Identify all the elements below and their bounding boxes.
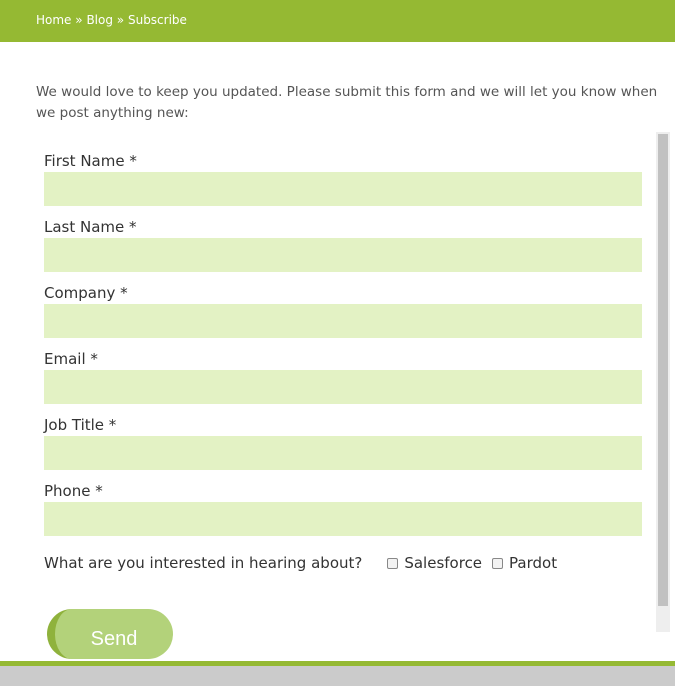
company-field xyxy=(44,282,642,338)
pardot-checkbox[interactable] xyxy=(492,558,503,569)
phone-field xyxy=(44,480,642,536)
intro-text: We would love to keep you updated. Please submit this form and we will let you know when we post anything new: xyxy=(36,84,658,121)
phone-label: Phone * xyxy=(44,482,103,500)
company-input[interactable] xyxy=(44,304,642,338)
breadcrumb-separator: » xyxy=(75,13,83,27)
interest-group xyxy=(44,552,557,574)
first-name-label: First Name * xyxy=(44,152,137,170)
top-bar xyxy=(0,0,675,42)
email-label: Email * xyxy=(44,350,98,368)
pardot-label[interactable]: Pardot xyxy=(509,554,558,572)
first-name-input[interactable] xyxy=(44,172,642,206)
breadcrumb xyxy=(36,13,187,27)
company-label: Company * xyxy=(44,284,128,302)
email-field xyxy=(44,348,642,404)
job-title-field xyxy=(44,414,642,470)
breadcrumb-home[interactable]: Home xyxy=(36,13,72,27)
email-input[interactable] xyxy=(44,370,642,404)
subscribe-form-frame xyxy=(36,132,670,650)
salesforce-label[interactable]: Salesforce xyxy=(404,554,483,572)
breadcrumb-current: Subscribe xyxy=(127,13,187,27)
salesforce-checkbox[interactable] xyxy=(387,558,398,569)
breadcrumb-separator: » xyxy=(116,13,125,27)
last-name-field xyxy=(44,216,642,272)
footer xyxy=(0,666,675,686)
job-title-input[interactable] xyxy=(44,436,642,470)
last-name-label: Last Name * xyxy=(44,218,137,236)
job-title-label: Job Title * xyxy=(44,416,117,434)
breadcrumb-blog[interactable]: Blog xyxy=(86,13,113,27)
scrollbar-thumb[interactable] xyxy=(658,134,668,606)
send-button[interactable]: Send xyxy=(47,609,173,659)
interest-label: What are you interested in hearing about? xyxy=(44,554,363,572)
first-name-field xyxy=(44,150,642,206)
last-name-input[interactable] xyxy=(44,238,642,272)
scrollbar[interactable] xyxy=(656,132,670,632)
phone-input[interactable] xyxy=(44,502,642,536)
